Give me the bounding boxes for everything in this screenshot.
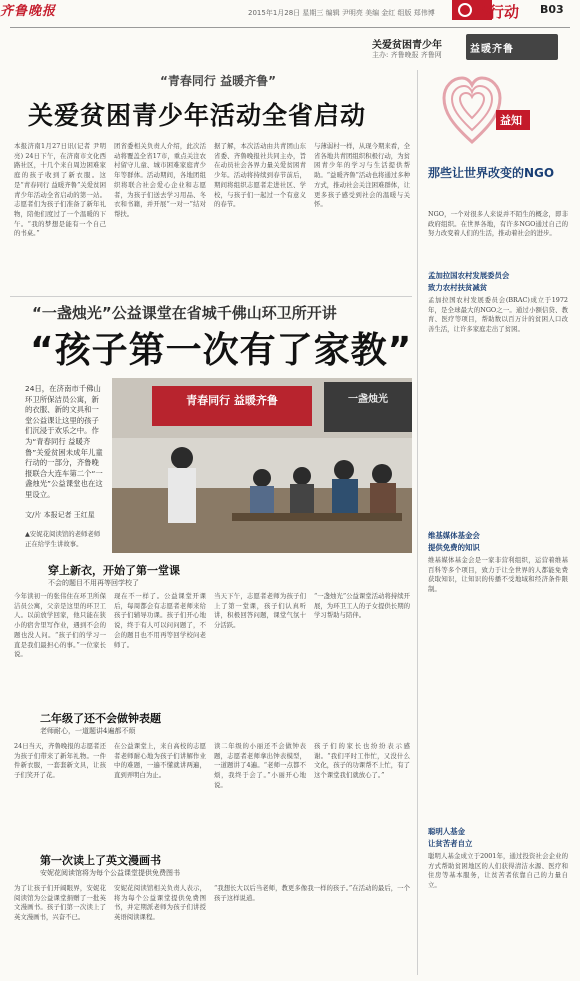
photo-caption: ▲安妮花阅读馆的老师老师正在给学生讲故事。 — [25, 530, 101, 548]
sidebar-title: 那些让世界改变的NGO — [428, 166, 555, 180]
article2-body: 24日当天，齐鲁晚报的志愿者还为孩子们带来了新年礼物。一件件新衣服，一套套新文具，让孩子们笑开了花。 — [14, 742, 106, 780]
subhead-3: 第一次读上了英文漫画书 — [40, 854, 161, 867]
article2-body: 现在不一样了。公益课堂开课后，每周都会有志愿者老师来给孩子们辅导功课。孩子们开心地说，终于有人可以问问题了，不会的题目也不用再等回学校问老师了。 — [114, 592, 206, 649]
section-circle-icon — [458, 3, 472, 17]
sidebar-ribbon-label: 益知 — [500, 114, 522, 127]
article2-body: “我想长大以后当老师，教更多像我一样的孩子。”在活动的最后，一个孩子这样说道。 — [214, 884, 410, 902]
article2-body: 当天下午，志愿者老师为孩子们上了第一堂课，孩子们认真听讲，积极回答问题，课堂气氛十分活跃。 — [214, 592, 306, 630]
section-divider — [10, 296, 412, 297]
sidebar-item-text: 孟加拉国农村发展委员会(BRAC)成立于1972年，是全球最大的NGO之一。通过小额信贷、教育、医疗等项目，帮助数以百万计的贫困人口改善生活，让许多家庭走出了贫困。 — [428, 296, 568, 334]
subhead-1-note: 不会的题目不用再等回学校了 — [48, 579, 139, 587]
article2-lead: 24日，在济南市千佛山环卫所保洁员公寓，新的衣服、新的文具和一堂公益课让这里的孩子们沉浸于欢乐之中。作为“青春同行 益暖齐鲁”关爱贫困未成年儿童行动的一部分，齐鲁晚报联合大连车第二个“一盏烛光”公益课堂也在这里设立。 — [25, 384, 103, 499]
sidebar-item-sub: 让贫苦者自立 — [428, 839, 473, 848]
sidebar-item-sub: 提供免费的知识 — [428, 543, 480, 552]
article1-column: 据了解，本次活动由共青团山东省委、齐鲁晚报社共同主办，旨在动员社会各界力量关爱贫困青少年。活动将持续到春节前后，期间将组织志愿者走进社区、学校，与孩子们一起过一个有意义的春节。 — [214, 142, 306, 209]
classroom-photo — [112, 378, 412, 553]
sidebar-item-text: 维基媒体基金会是一家非营利组织，运营着维基百科等多个项目，致力于让全世界的人都能免费获取知识，让知识的传播不受地域和经济条件限制。 — [428, 556, 568, 594]
photo-banner-text: 青春同行 益暖齐鲁 — [186, 394, 278, 407]
sidebar-item-text: 聪明人基金成立于2001年，通过投资社会企业的方式帮助贫困地区的人们获得清洁水源、医疗和住房等基本服务，让贫苦者依靠自己的力量自立。 — [428, 852, 568, 890]
sidebar-intro: NGO，一个对很多人来说并不陌生的概念，即非政府组织。在世界各地，有许多NGO通过自己的努力改变着人们的生活，推动着社会的进步。 — [428, 210, 568, 238]
banner-subtitle: 主办: 齐鲁晚报 齐鲁网 — [372, 51, 442, 59]
article1-column: 本报济南1月27日讯(记者 尹明亮) 24日下午，在济南市文化西路社区，十几个来自周边困难家庭的孩子收到了新衣服。这是“青春同行 益暖齐鲁”关爱贫困青少年活动全省启动的第一站。志愿者们为孩子们准备了新年礼物，陪他们度过了一个温暖的下午。“我的梦想是能有一个自己的书桌。” — [14, 142, 106, 238]
campaign-logo-text: 益暖齐鲁 — [470, 44, 514, 55]
subhead-1: 穿上新衣，开始了第一堂课 — [48, 564, 180, 577]
article2-body: 在公益课堂上，来自高校的志愿者老师耐心地为孩子们讲解作业中的难题，一遍不懂就讲两遍，直到弄明白为止。 — [114, 742, 206, 780]
article2-body: “一盏烛光”公益课堂活动将持续开展，为环卫工人的子女提供长期的学习帮助与陪伴。 — [314, 592, 410, 620]
page-number: B03 — [540, 3, 564, 16]
section-title: 益行动 — [474, 3, 520, 21]
article2-headline: “孩子第一次有了家教” — [30, 330, 413, 371]
article1-column: 与薄弱村一样，从现今期来看，全省各地共青团组织积极行动，为贫困青少年的学习与生活提供帮助。“益暖齐鲁”活动也将通过多种方式，推动社会关注困难群体，让更多孩子感受到社会的温暖与关怀。 — [314, 142, 410, 209]
subhead-2: 二年级了还不会做钟表题 — [40, 712, 161, 725]
sidebar-item-title: 聪明人基金 — [428, 827, 465, 836]
article2-body: 为了让孩子们开阔眼界，安妮花阅读馆为公益课堂捐赠了一批英文漫画书。孩子们第一次读上了英文漫画书，兴奋不已。 — [14, 884, 106, 922]
photo-banner-text-2: 一盏烛光 — [348, 394, 388, 405]
subhead-2-note: 老师耐心，一道题讲4遍都不烦 — [40, 727, 136, 735]
banner-title: 关爱贫困青少年 — [372, 40, 442, 51]
article1-kicker: “青春同行 益暖齐鲁” — [160, 74, 276, 88]
article2-body: 读二年级的小丽还不会做钟表题，志愿者老师拿出钟表模型，一道题讲了4遍。“老师一点都不烦，我终于会了。”小丽开心地说。 — [214, 742, 306, 789]
subhead-3-note: 安妮花阅读馆将为每个公益课堂提供免费图书 — [40, 869, 180, 877]
fingerprint-heart-icon — [442, 72, 502, 152]
byline: 文/片 本报记者 王红星 — [25, 511, 95, 519]
sidebar-item-sub: 致力农村扶贫减贫 — [428, 283, 488, 292]
article2-body: 安妮花阅读馆相关负责人表示，将为每个公益课堂提供免费图书，并定期派老师为孩子们讲授英语阅读课程。 — [114, 884, 206, 922]
newspaper-logo: 齐鲁晚报 — [0, 4, 57, 19]
article2-body: 今年读初一的张伟住在环卫所保洁员公寓，父亲是这里的环卫工人。以前放学回家，他只能在狭小的宿舍里写作业，遇到不会的题也没人问。“孩子们的学习一直是我们最担心的事。”一位家长说。 — [14, 592, 106, 659]
article1-headline: 关爱贫困青少年活动全省启动 — [28, 101, 367, 130]
article2-body: 孩子们的家长也纷纷表示感谢。“我们平时工作忙，又没什么文化，孩子的功课帮不上忙，有了这个课堂我们就放心了。” — [314, 742, 410, 780]
sidebar-item-title: 维基媒体基金会 — [428, 531, 480, 540]
article2-kicker: “一盏烛光”公益课堂在省城千佛山环卫所开讲 — [32, 304, 337, 322]
edition-info: 2015年1月28日 星期三 编辑 尹明亮 美编 金红 组版 郑伟博 — [248, 9, 435, 17]
sidebar-item-title: 孟加拉国农村发展委员会 — [428, 271, 510, 280]
article1-column: 团省委相关负责人介绍，此次活动将覆盖全省17市，重点关注农村留守儿童、城市困难家庭青少年等群体。活动期间，各地团组织将联合社会爱心企业和志愿者，为孩子们送去学习用品、冬衣和书籍，并开展“一对一”结对帮扶。 — [114, 142, 206, 218]
